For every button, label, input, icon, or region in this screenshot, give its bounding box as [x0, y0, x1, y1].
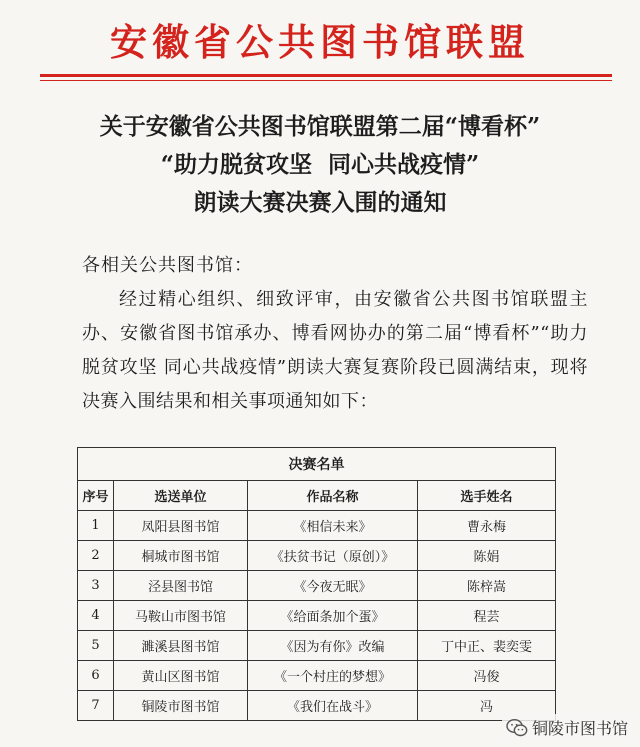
- row-contestant: 冯俊: [418, 661, 556, 691]
- row-contestant: 陈梓嵩: [418, 571, 556, 601]
- letterhead-rule: [40, 74, 612, 77]
- header-cell: 序号: [78, 481, 114, 511]
- notice-title: [40, 108, 600, 222]
- header-cell: 选送单位: [114, 481, 248, 511]
- row-library: 铜陵市图书馆: [114, 691, 248, 721]
- table-row: [78, 661, 556, 691]
- table-caption: 决赛名单: [78, 448, 556, 481]
- table-row: [78, 601, 556, 631]
- row-work-title: 《扶贫书记（原创）》: [248, 541, 418, 571]
- table-row: [78, 541, 556, 571]
- row-work-title: 《我们在战斗》: [248, 691, 418, 721]
- row-library: 濉溪县图书馆: [114, 631, 248, 661]
- row-contestant: 丁中正、裴奕雯: [418, 631, 556, 661]
- row-index: 2: [78, 541, 114, 571]
- row-library: 泾县图书馆: [114, 571, 248, 601]
- row-library: 凤阳县图书馆: [114, 511, 248, 541]
- org-letterhead: 安徽省公共图书馆联盟: [110, 21, 530, 64]
- title-line-2: “助力脱贫攻坚 同心共战疫情”: [160, 151, 480, 178]
- watermark-text: 铜陵市图书馆: [531, 719, 628, 738]
- wechat-watermark: [502, 714, 632, 741]
- row-index: 7: [78, 691, 114, 721]
- title-line-3: 朗读大赛决赛入围的通知: [193, 189, 447, 216]
- row-work-title: 《因为有你》改编: [248, 631, 418, 661]
- row-index: 1: [78, 511, 114, 541]
- row-library: 桐城市图书馆: [114, 541, 248, 571]
- row-index: 6: [78, 661, 114, 691]
- header-cell: 作品名称: [248, 481, 418, 511]
- row-index: 5: [78, 631, 114, 661]
- row-index: 3: [78, 571, 114, 601]
- row-work-title: 《今夜无眠》: [248, 571, 418, 601]
- row-library: 马鞍山市图书馆: [114, 601, 248, 631]
- table-row: [78, 631, 556, 661]
- header-cell: 选手姓名: [418, 481, 556, 511]
- row-contestant: 曹永梅: [418, 511, 556, 541]
- row-contestant: 陈娟: [418, 541, 556, 571]
- row-index: 4: [78, 601, 114, 631]
- wechat-icon: [506, 718, 528, 738]
- table-row: [78, 511, 556, 541]
- salutation: 各相关公共图书馆：: [82, 255, 253, 276]
- title-line-1: 关于安徽省公共图书馆联盟第二届“博看杯”: [99, 113, 541, 140]
- table-row: [78, 691, 556, 721]
- row-contestant: 程芸: [418, 601, 556, 631]
- row-work-title: 《一个村庄的梦想》: [248, 661, 418, 691]
- letterhead-rule-thin: [40, 80, 612, 81]
- body-paragraph: 经过精心组织、细致评审，由安徽省公共图书馆联盟主办、安徽省图书馆承办、博看网协办的第二届“博看杯”“助力脱贫攻坚 同心共战疫情”朗读大赛复赛阶段已圆满结束，现将决赛入围结果和相关事项通知如下：: [82, 289, 588, 412]
- row-work-title: 《相信未来》: [248, 511, 418, 541]
- table-row: [78, 571, 556, 601]
- table-header-row: [78, 481, 556, 511]
- row-contestant: 冯: [418, 691, 556, 721]
- finalists-table: [77, 447, 556, 721]
- row-library: 黄山区图书馆: [114, 661, 248, 691]
- row-work-title: 《给面条加个蛋》: [248, 601, 418, 631]
